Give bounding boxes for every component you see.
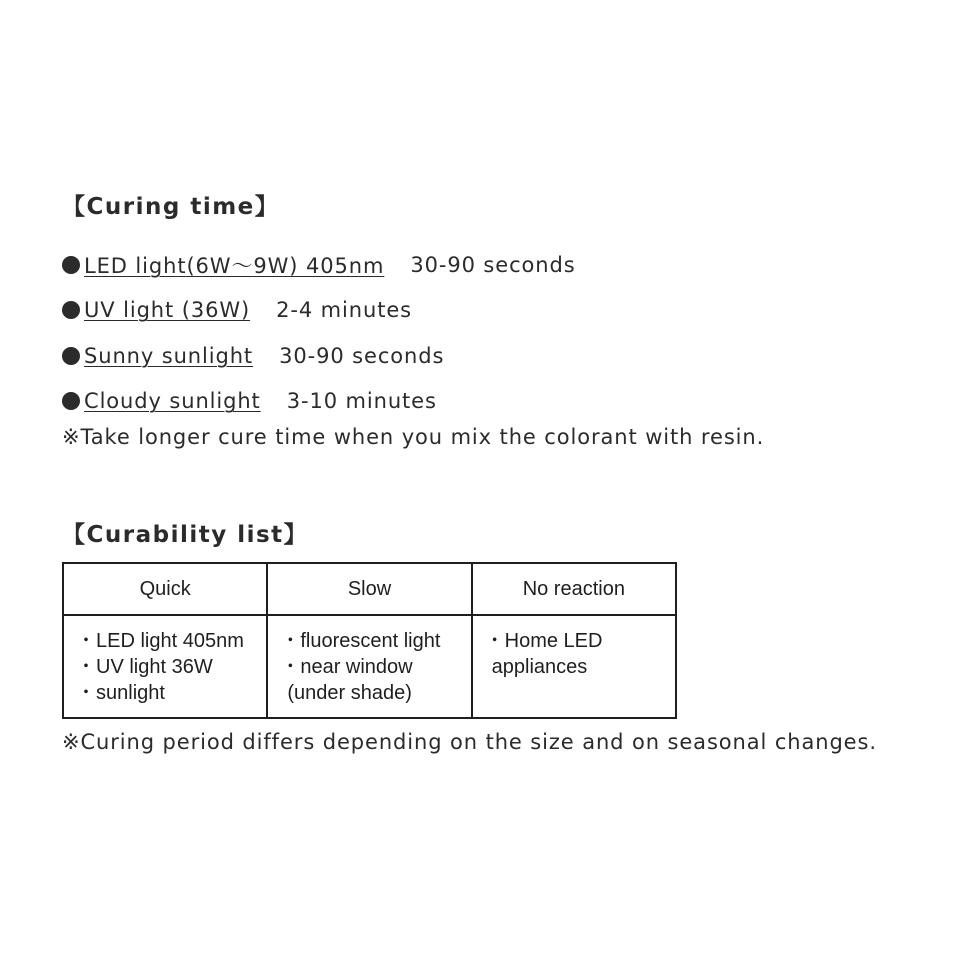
list-item	[62, 288, 576, 334]
cure-time-note: ※Take longer cure time when you mix the colorant with resin.	[62, 425, 765, 449]
table-header-row	[63, 563, 676, 615]
curing-time-heading: 【Curing time】	[62, 194, 280, 220]
bullet-icon	[62, 392, 80, 410]
cure-duration: 30-90 seconds	[279, 343, 445, 368]
cell-line: ・Home LED	[484, 630, 603, 652]
cell-line: ・LED light 405nm	[76, 630, 244, 652]
cell-line: appliances	[491, 656, 588, 678]
cell-line: ・sunlight	[76, 682, 165, 704]
cell-line: ・near window	[280, 656, 413, 678]
quick-cell	[63, 615, 267, 718]
curability-list-heading: 【Curability list】	[62, 522, 309, 548]
slow-cell	[267, 615, 471, 718]
light-source-name: UV light (36W)	[84, 298, 251, 323]
curing-period-note: ※Curing period differs depending on the size and on seasonal changes.	[62, 730, 877, 754]
no-reaction-cell	[472, 615, 676, 718]
list-item	[62, 379, 576, 425]
curing-time-list	[62, 242, 576, 424]
cure-duration: 30-90 seconds	[410, 252, 576, 277]
cell-line: ・fluorescent light	[280, 630, 441, 652]
column-header-no-reaction: No reaction	[472, 563, 676, 615]
column-header-slow: Slow	[267, 563, 471, 615]
cure-duration: 2-4 minutes	[276, 298, 412, 323]
list-item	[62, 242, 576, 288]
list-item	[62, 333, 576, 379]
light-source-name: Cloudy sunlight	[84, 389, 261, 414]
column-header-quick: Quick	[63, 563, 267, 615]
curability-table	[62, 562, 677, 719]
bullet-icon	[62, 301, 80, 319]
cell-line: ・UV light 36W	[76, 656, 213, 678]
bullet-icon	[62, 347, 80, 365]
table-row	[63, 615, 676, 718]
bullet-icon	[62, 256, 80, 274]
light-source-name: LED light(6W～9W) 405nm	[84, 253, 385, 278]
cure-duration: 3-10 minutes	[286, 389, 437, 414]
cell-line: (under shade)	[287, 682, 412, 704]
light-source-name: Sunny sunlight	[84, 343, 254, 368]
